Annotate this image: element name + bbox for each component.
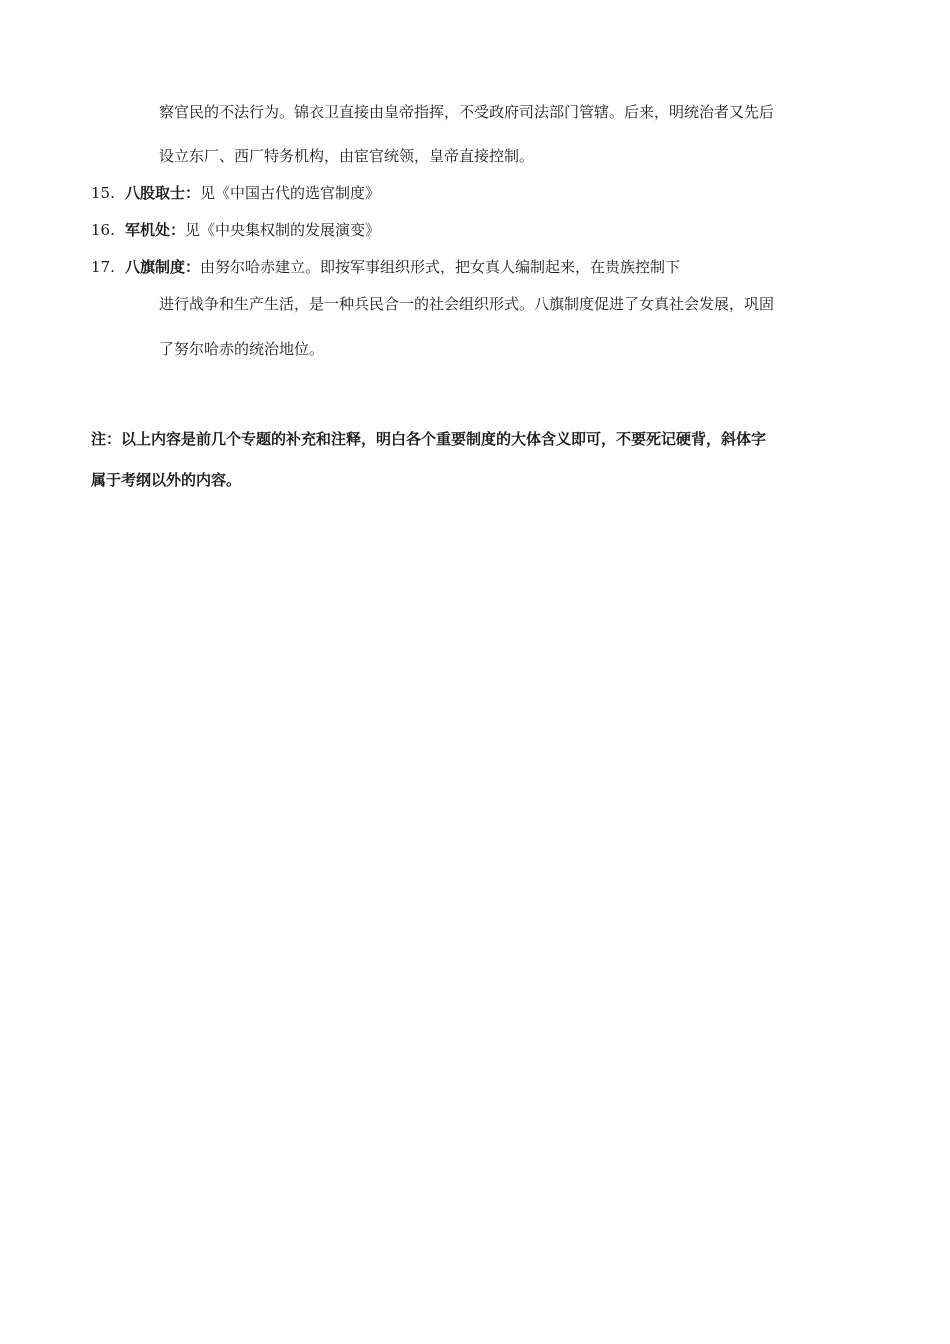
item-text: 由努尔哈赤建立。即按军事组织形式，把女真人编制起来，在贵族控制下 [200,258,681,276]
note-line-1: 注：以上内容是前几个专题的补充和注释，明白各个重要制度的大体含义即可，不要死记硬背，斜体字 [91,430,767,448]
continuation-line-2: 设立东厂、西厂特务机构，由宦官统领，皇帝直接控制。 [159,147,535,165]
item-term: 八旗制度： [125,258,201,276]
item-term: 军机处： [125,221,186,239]
list-item-17-continuation-1: 进行战争和生产生活，是一种兵民合一的社会组织形式。八旗制度促进了女真社会发展，巩固 [159,295,775,313]
note-line-2: 属于考纲以外的内容。 [91,471,242,489]
item-number: 17. [91,258,115,276]
item-number: 15. [91,184,115,202]
list-item-15 [91,183,380,203]
continuation-line-1: 察官民的不法行为。锦衣卫直接由皇帝指挥，不受政府司法部门管辖。后来，明统治者又先后 [159,103,775,121]
item-term: 八股取士： [125,184,201,202]
item-text: 见《中央集权制的发展演变》 [185,221,381,239]
item-text: 见《中国古代的选官制度》 [200,184,381,202]
list-item-16 [91,220,380,240]
item-number: 16. [91,221,115,239]
list-item-17 [91,257,680,277]
list-item-17-continuation-2: 了努尔哈赤的统治地位。 [159,340,325,358]
